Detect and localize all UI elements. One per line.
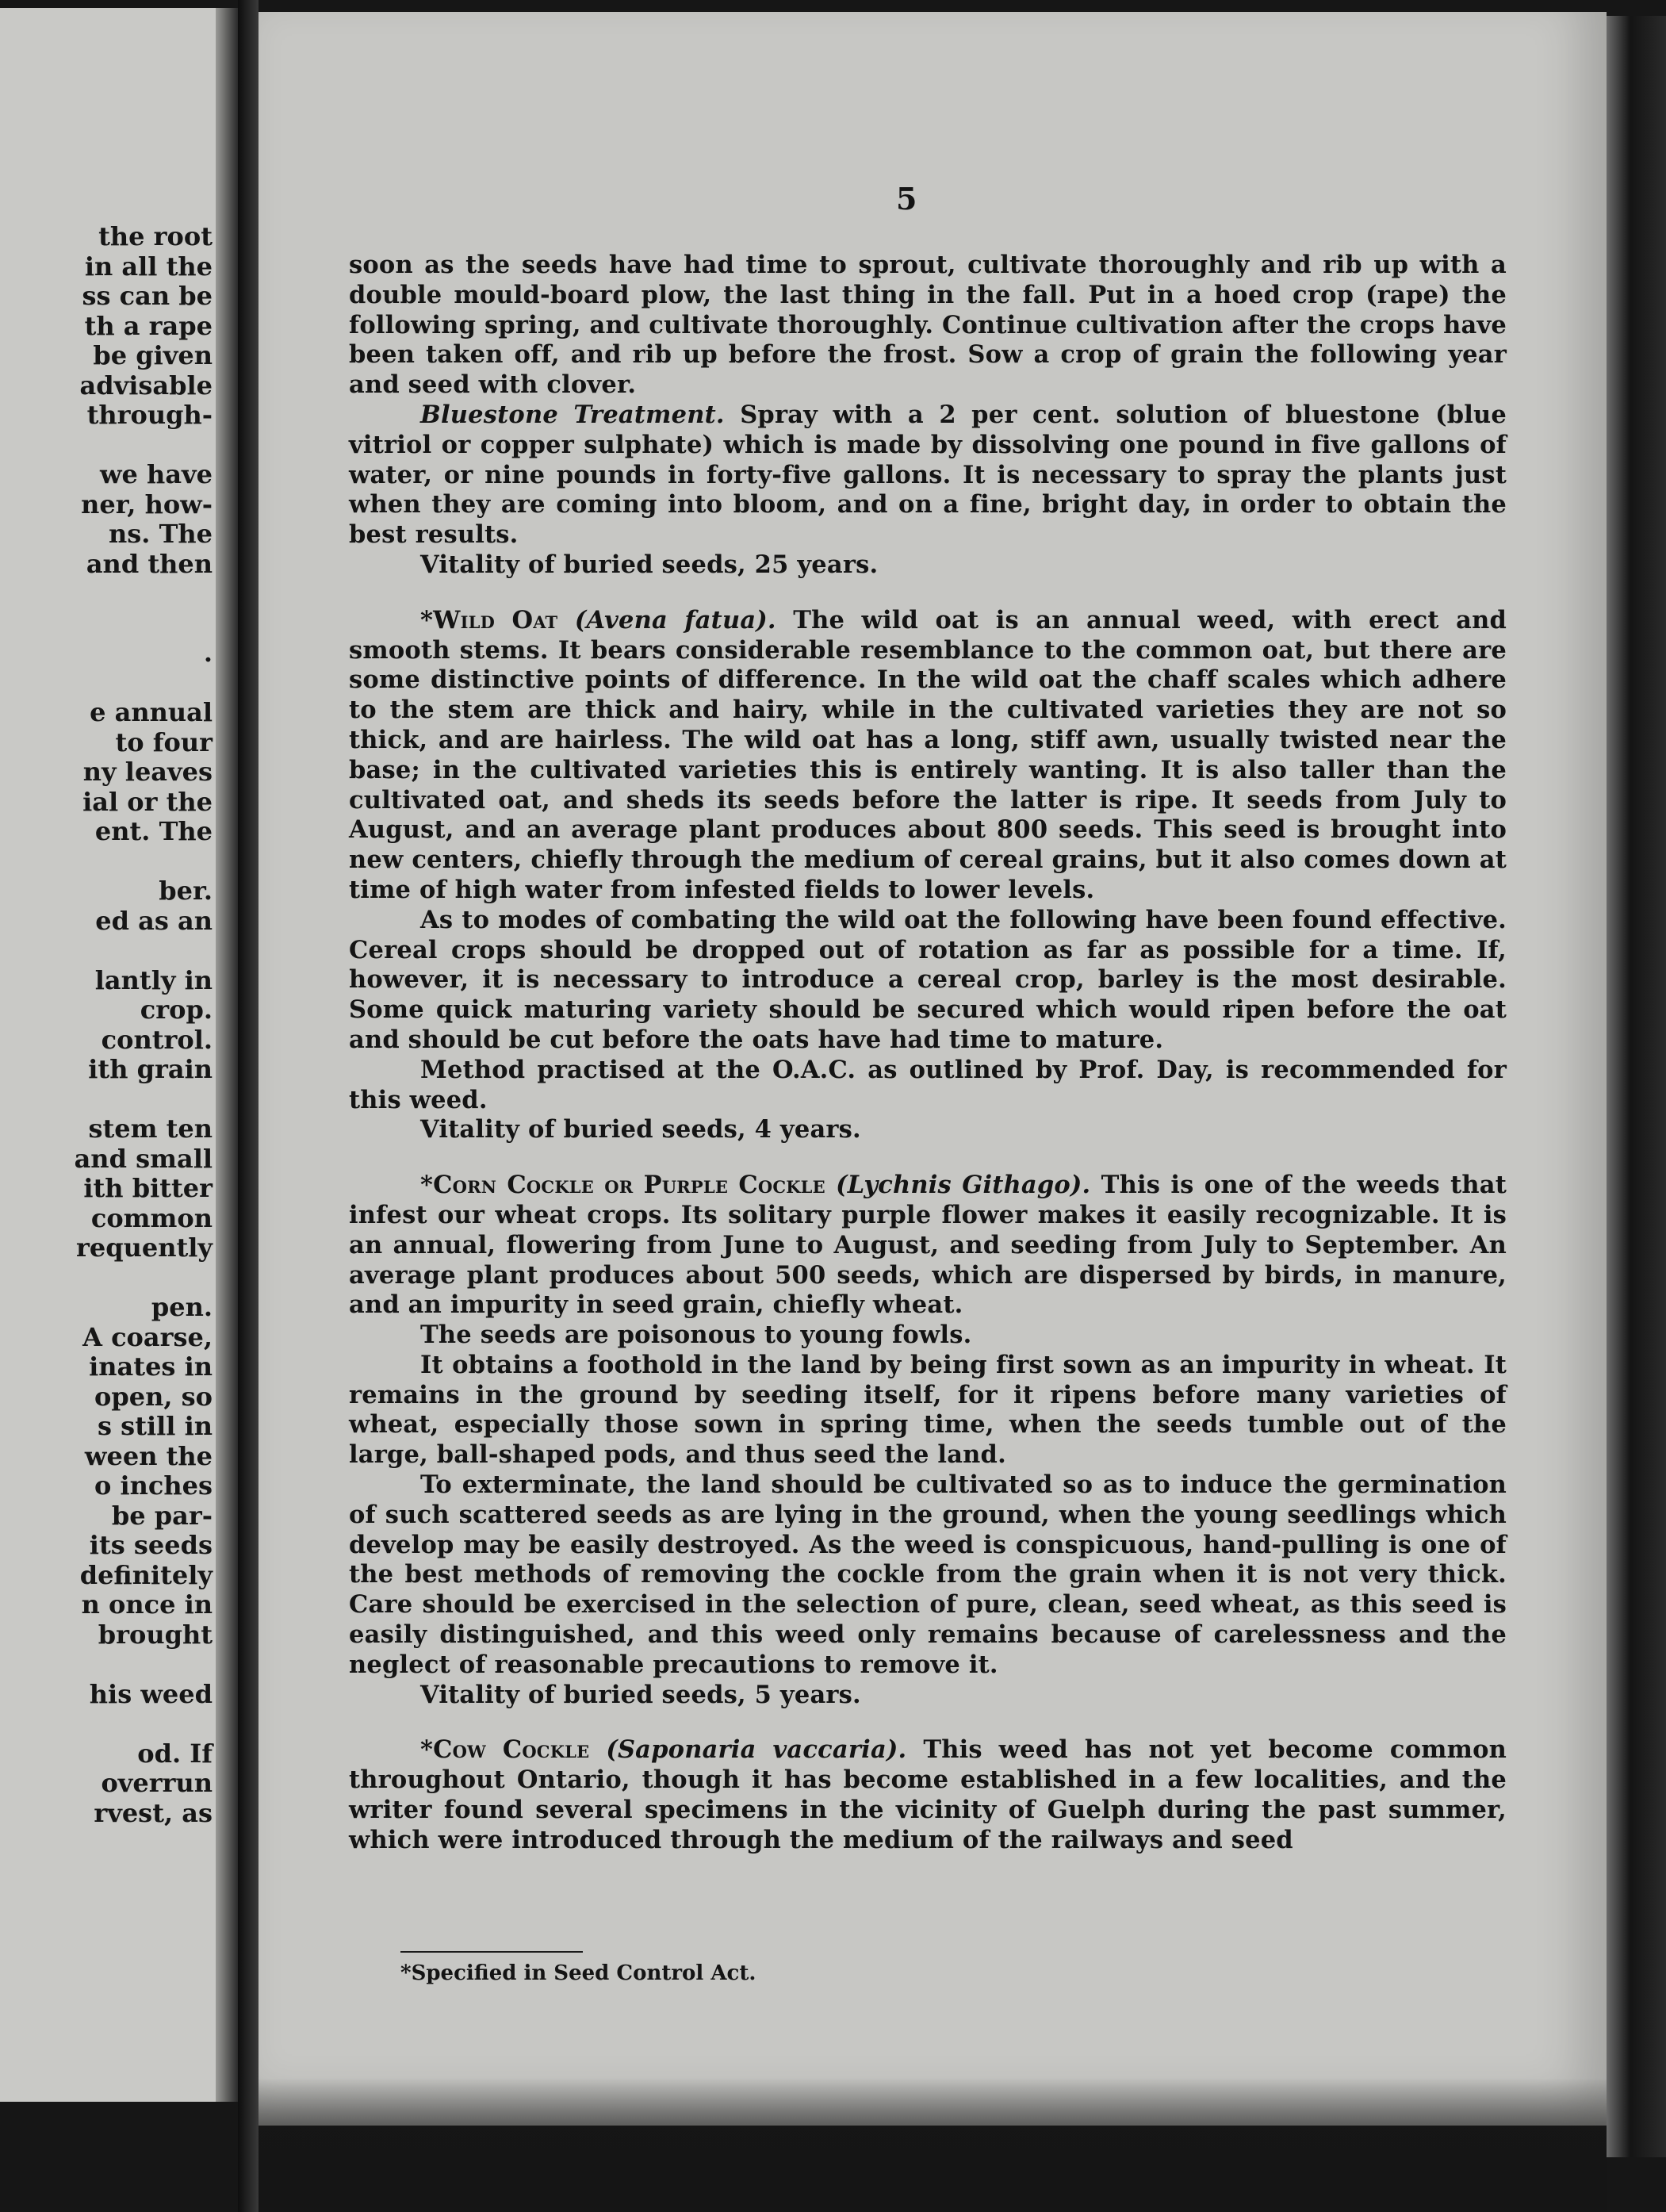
bottom-shadow — [259, 2078, 1607, 2212]
left-page-line: ny leaves — [82, 757, 213, 787]
left-page-line — [0, 669, 216, 699]
left-page-line: rvest, as — [94, 1798, 213, 1828]
bluestone-paragraph — [349, 401, 1507, 550]
left-page-gutter — [216, 8, 238, 2102]
left-page-line: requently — [75, 1233, 213, 1263]
left-page-line: definitely — [79, 1560, 213, 1590]
vitality-note: Vitality of buried seeds, 5 years. — [420, 1680, 861, 1709]
vitality-note: Vitality of buried seeds, 4 years. — [420, 1115, 861, 1144]
cow-cockle-entry — [349, 1735, 1507, 1855]
wild-oat-name: *Wild Oat — [420, 605, 558, 634]
left-page-line: advisable — [79, 370, 213, 401]
wild-oat-latin: (Avena fatua). — [574, 605, 776, 634]
left-page-line: the root — [98, 222, 213, 251]
left-page-line — [0, 1085, 216, 1115]
left-page-line — [0, 1650, 216, 1680]
left-page-line: pen. — [151, 1293, 213, 1322]
left-page-line: its seeds — [89, 1531, 213, 1560]
bluestone-text: Spray with a 2 per cent. solution of bluestone (blue vitriol or copper sulphate) which is made by dissolving one pound in five gallons of water, or nine pounds in forty-five gallons. It is necessary to spray the plants just when they are coming into bloom, and on a fine, bright day, in order to obtain the best results. — [349, 400, 1507, 550]
left-page-line: ber. — [159, 876, 213, 906]
left-page-line: ns. The — [109, 519, 213, 549]
left-page-line: od. If — [137, 1739, 213, 1769]
wild-oat-paragraph: As to modes of combating the wild oat the following have been found effective. Cereal crops should be dropped out of rotation as far as possible for a time. If, however, it is necessary to introduce a cereal crop, barley is the most desirable. Some quick maturing variety should be secured which would ripen before the oat and should be cut before the oats have had time to mature. — [349, 905, 1507, 1054]
left-page-line: and small — [74, 1144, 213, 1174]
left-page-line: we have — [100, 460, 213, 489]
corn-cockle-text: This is one of the weeds that infest our wheat crops. Its solitary purple flower makes it easily recognizable. It is an annual, flowering from June to August, and seeding from July to September. An average plant produces about 500 seeds, which are dispersed by birds, in manure, and an impurity in seed grain, chiefly wheat. — [349, 1171, 1507, 1320]
cow-cockle-text: This weed has not yet become common throughout Ontario, though it has become established in a few localities, and the writer found several specimens in the vicinity of Guelph during the past summer, which were introduced through the medium of the railways and seed — [349, 1735, 1507, 1854]
footnote-rule — [400, 1951, 583, 1953]
left-page-line: th a rape — [84, 311, 213, 341]
left-page-line: and then — [86, 549, 213, 579]
corn-cockle-latin: (Lychnis Githago). — [836, 1171, 1091, 1200]
left-page-line: e annual — [90, 698, 213, 727]
left-page-text — [0, 222, 216, 1828]
left-page-line: overrun — [101, 1769, 213, 1798]
corn-cockle-name: *Corn Cockle or Purple Cockle — [420, 1171, 825, 1200]
corn-cockle-paragraph: It obtains a foothold in the land by being first sown as an impurity in wheat. It remains in the ground by seeding itself, for it ripens before many varieties of wheat, especially those sown in spring time, when the seeds tumble out of the large, ball-shaped pods, and thus seed the land. — [349, 1350, 1507, 1470]
corn-cockle-entry — [349, 1171, 1507, 1321]
page-number: 5 — [896, 181, 917, 217]
cow-cockle-name: *Cow Cockle — [420, 1735, 590, 1765]
left-page-line — [0, 579, 216, 609]
corn-cockle-paragraph: The seeds are poisonous to young fowls. — [420, 1321, 972, 1350]
left-page-line: ith bitter — [83, 1174, 213, 1203]
left-page-line: ent. The — [94, 817, 213, 846]
left-page-line: brought — [98, 1620, 213, 1650]
left-page-line: ween the — [84, 1441, 213, 1471]
left-page-line: his weed — [89, 1679, 213, 1709]
left-page-line — [0, 431, 216, 461]
left-page-line: common — [90, 1203, 213, 1233]
left-page-line: crop. — [140, 995, 213, 1025]
left-page-line: control. — [101, 1025, 213, 1055]
left-page-line: ial or the — [82, 787, 213, 817]
left-page-line — [0, 1709, 216, 1739]
left-page-line: s still in — [98, 1412, 213, 1441]
left-page-line — [0, 936, 216, 966]
wild-oat-text: The wild oat is an annual weed, with erect and smooth stems. It bears considerable resemblance to the common oat, but there are some distinctive points of difference. In the wild oat the chaff scales which adhere to the stem are thick and hairy, while in the cultivated varieties they are not so thick, and are hairless. The wild oat has a long, stiff awn, usually twisted near the base; in the cultivated varieties this is entirely wanting. It is also taller than the cultivated oat, and sheds its seeds before the latter is ripe. It seeds from July to August, and an average plant produces about 800 seeds. This seed is brought into new centers, chiefly through the medium of cereal grains, but it also comes down at time of high water from infested fields to lower levels. — [349, 605, 1507, 904]
corn-cockle-paragraph: To exterminate, the land should be cultivated so as to induce the germination of such scattered seeds as are lying in the ground, when the young seedlings which develop may be easily destroyed. As the weed is conspicuous, hand-pulling is one of the best methods of removing the cockle from the grain when it is not very thick. Care should be exercised in the selection of pure, clean, seed wheat, as this seed is easily distinguished, and this weed only remains because of carelessness and the neglect of reasonable precautions to remove it. — [349, 1470, 1507, 1679]
left-page-line: o inches — [94, 1471, 213, 1501]
left-page-line: A coarse, — [82, 1322, 213, 1352]
cow-cockle-latin: (Saponaria vaccaria). — [606, 1735, 907, 1765]
page-edge-shadow — [1607, 16, 1666, 2157]
vitality-note: Vitality of buried seeds, 25 years. — [420, 550, 879, 579]
book-spine — [238, 0, 259, 2212]
page-body — [349, 251, 1507, 1856]
left-page — [0, 8, 238, 2102]
left-page-line: be par- — [111, 1501, 213, 1531]
wild-oat-paragraph: Method practised at the O.A.C. as outlined by Prof. Day, is recommended for this weed. — [349, 1055, 1507, 1114]
left-page-line: n once in — [81, 1590, 213, 1620]
left-page-line — [0, 609, 216, 639]
wild-oat-entry — [349, 606, 1507, 906]
left-page-line: ss can be — [82, 282, 213, 311]
left-page-line: be given — [93, 341, 213, 370]
left-page-line: ner, how- — [81, 489, 213, 519]
left-page-line — [0, 1263, 216, 1294]
bluestone-heading: Bluestone Treatment. — [420, 400, 725, 429]
left-page-line: inates in — [89, 1352, 213, 1382]
left-page-line: lantly in — [94, 965, 213, 995]
footnote: *Specified in Seed Control Act. — [400, 1961, 756, 1985]
left-page-line — [0, 847, 216, 877]
intro-paragraph: soon as the seeds have had time to sprout, cultivate thoroughly and rib up with a double mould-board plow, the last thing in the fall. Put in a hoed crop (rape) the following spring, and cultivate thoroughly. Continue cultivation after the crops have been taken off, and rib up before the frost. Sow a crop of grain the following year and seed with clover. — [349, 251, 1507, 400]
left-page-line: in all the — [84, 251, 213, 282]
left-page-line: to four — [115, 727, 213, 757]
left-page-line: ed as an — [95, 906, 213, 936]
left-page-line: stem ten — [88, 1114, 213, 1144]
left-page-line: . — [203, 638, 213, 668]
left-page-line: through- — [86, 401, 213, 430]
left-page-line: open, so — [94, 1382, 213, 1412]
left-page-line: ith grain — [88, 1055, 213, 1084]
